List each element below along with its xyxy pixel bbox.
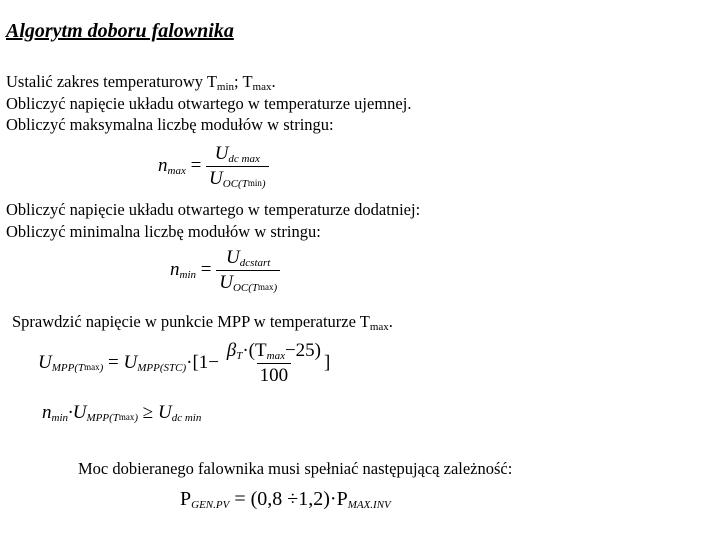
equals-sign: = xyxy=(234,488,246,510)
step-inverter-power: Moc dobieranego falownika musi spełniać następującą zależność: xyxy=(78,459,513,478)
step-text: Ustalić zakres temperaturowy T xyxy=(6,72,217,91)
fraction xyxy=(216,247,280,294)
step-text: Sprawdzić napięcie w punkcie MPP w temperaturze T xyxy=(12,312,370,331)
formula-nmin xyxy=(170,247,280,294)
denominator xyxy=(206,166,268,190)
numerator xyxy=(224,340,324,363)
formula-subscript: MPP(T xyxy=(51,361,85,374)
greater-equal-sign: ≥ xyxy=(142,402,154,423)
formula-subsubscript: max xyxy=(258,282,274,292)
step-open-circuit-negative: Obliczyć napięcie układu otwartego w temperaturze ujemnej. xyxy=(6,94,412,113)
subscript-max: max xyxy=(369,321,389,333)
formula-subscript: MAX.INV xyxy=(347,499,391,511)
numerator xyxy=(223,247,273,270)
formula-mpp-inequality xyxy=(42,402,201,424)
formula-subscript: OC(T xyxy=(222,178,248,190)
formula-subscript: dcstart xyxy=(239,257,271,269)
step-mpp-check xyxy=(12,312,393,333)
step-temperature-range xyxy=(6,72,276,93)
denominator: 100 xyxy=(257,363,292,387)
equals-sign: = xyxy=(200,258,212,280)
formula-subscript: max xyxy=(167,164,186,177)
formula-subscript: max xyxy=(266,350,285,362)
formula-power-relation xyxy=(180,488,391,511)
formula-subscript: MPP(STC) xyxy=(137,361,187,374)
formula-operator: ·[1− xyxy=(186,351,220,373)
coefficient-range: (0,8 ÷1,2) xyxy=(250,488,330,510)
step-open-circuit-positive: Obliczyć napięcie układu otwartego w temperaturze dodatniej: xyxy=(6,200,421,219)
subscript-min: min xyxy=(216,81,235,93)
equals-sign: = xyxy=(108,351,119,373)
closing-bracket: ] xyxy=(324,351,331,373)
formula-symbol: n xyxy=(158,154,168,176)
formula-subscript: T xyxy=(236,350,243,362)
formula-symbol: U xyxy=(38,351,52,373)
formula-symbol: U xyxy=(214,143,229,164)
formula-subsubscript: max xyxy=(118,412,135,422)
page-title: Algorytm doboru falownika xyxy=(6,20,234,42)
formula-mpp-voltage xyxy=(38,340,330,387)
formula-subscript: min xyxy=(179,268,196,281)
formula-subscript: ) xyxy=(99,361,104,374)
fraction xyxy=(206,143,268,190)
formula-subscript: min xyxy=(51,412,68,424)
step-min-modules: Obliczyć minimalna liczbę modułów w stringu: xyxy=(6,222,321,241)
step-text: . xyxy=(271,72,276,91)
formula-symbol: n xyxy=(170,258,180,280)
formula-operator: −25) xyxy=(284,340,321,361)
formula-subscript: ) xyxy=(134,412,139,424)
formula-symbol: U xyxy=(226,247,240,268)
equals-sign: = xyxy=(190,154,202,176)
formula-symbol: P xyxy=(336,488,348,510)
subscript-max: max xyxy=(252,81,272,93)
formula-symbol: n xyxy=(42,402,52,423)
formula-symbol: ·(T xyxy=(242,340,267,361)
beta-symbol: β xyxy=(226,340,237,361)
formula-subscript: dc min xyxy=(171,412,202,424)
formula-subscript: GEN.PV xyxy=(191,499,230,511)
step-max-modules: Obliczyć maksymalna liczbę modułów w stringu: xyxy=(6,115,334,134)
formula-symbol: U xyxy=(123,351,138,373)
step-text: ; T xyxy=(234,72,253,91)
formula-subscript: dc max xyxy=(228,153,260,165)
formula-subscript: ) xyxy=(273,282,278,294)
fraction xyxy=(224,340,324,387)
formula-symbol: ·U xyxy=(68,402,87,423)
denominator xyxy=(216,270,280,294)
formula-subsubscript: min xyxy=(247,178,262,188)
formula-subscript: MPP(T xyxy=(86,412,119,424)
formula-subsubscript: max xyxy=(84,361,100,372)
formula-nmax xyxy=(158,143,269,190)
formula-subscript: ) xyxy=(261,178,266,190)
formula-symbol: U xyxy=(209,168,223,189)
formula-symbol: U xyxy=(219,272,233,293)
step-text: . xyxy=(388,312,393,331)
formula-symbol: U xyxy=(157,402,172,423)
formula-operator: · xyxy=(329,488,337,510)
formula-symbol: P xyxy=(180,488,192,510)
numerator xyxy=(212,143,263,166)
formula-subscript: OC(T xyxy=(232,282,259,294)
